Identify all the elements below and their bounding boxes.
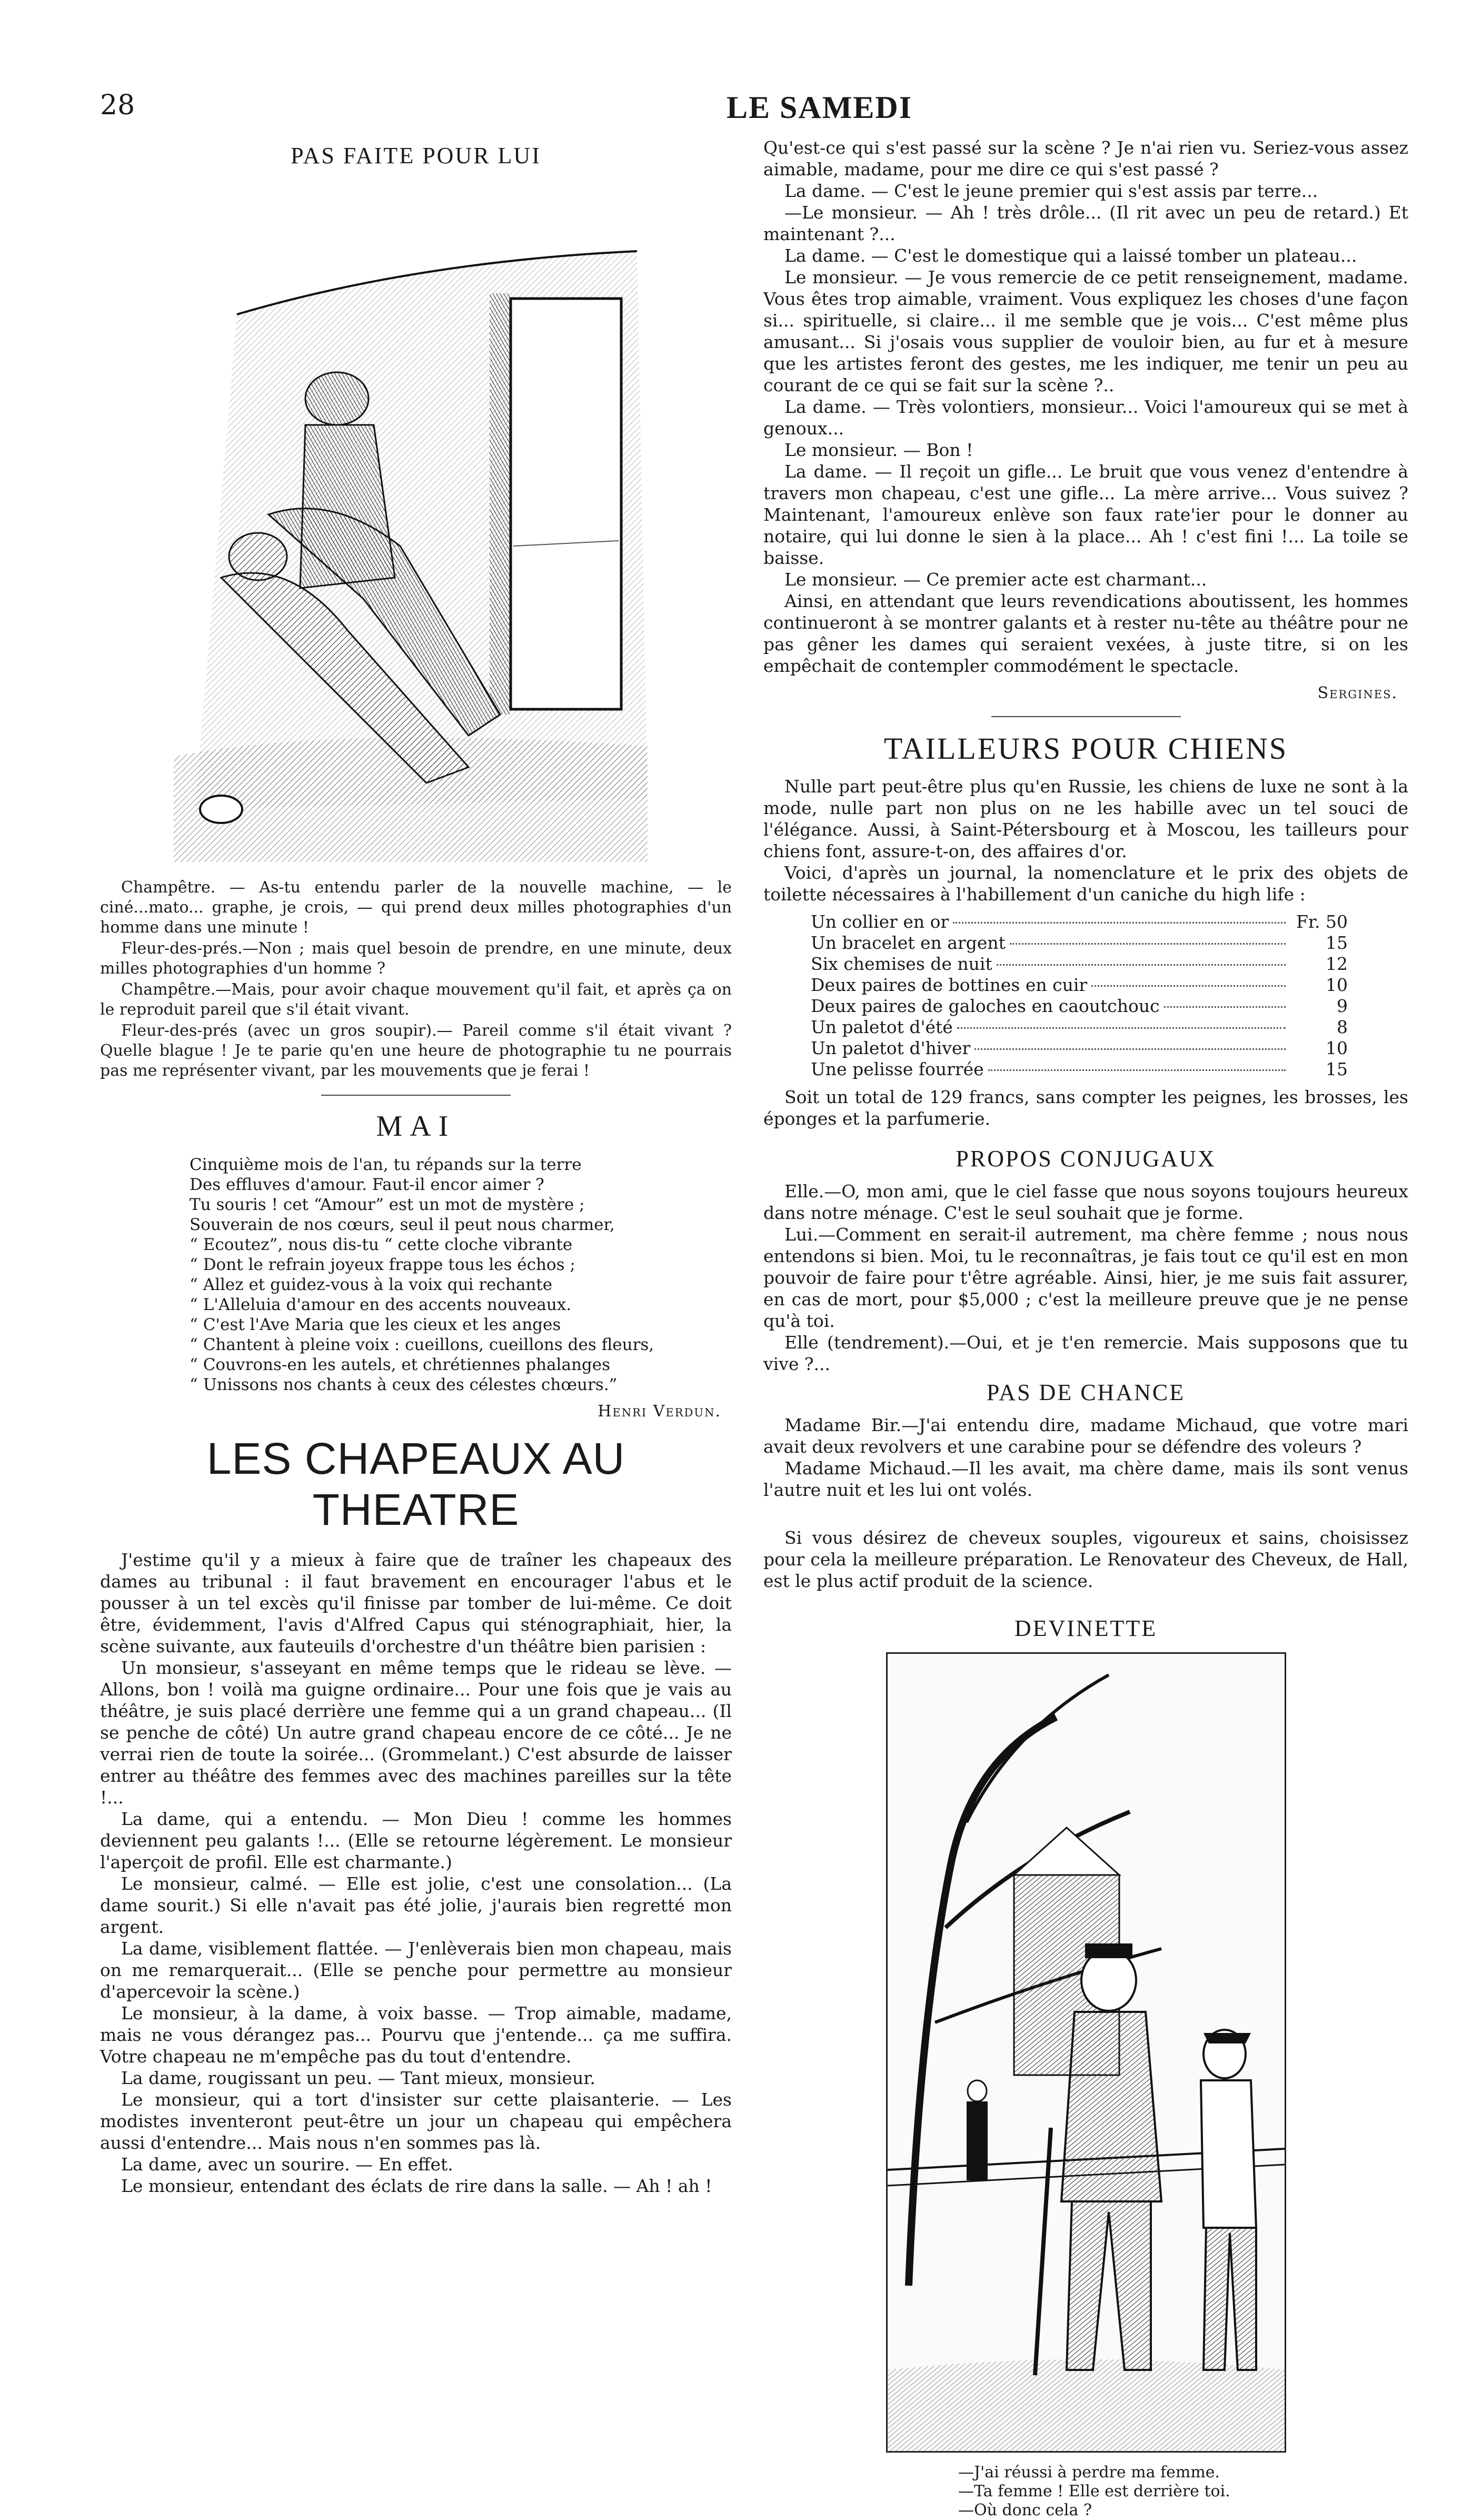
poem-signature: Henri Verdun. [598,1402,721,1421]
tailleurs-total [763,1086,1408,1129]
poem [100,1155,732,1395]
price-value: 8 [1337,1017,1348,1037]
paragraph: Ainsi, en attendant que leurs revendications aboutissent, les hommes continueront à se montrer galants et à rester nu-tête au théâtre pour ne pas gêner les dames qui seraient vexées, à juste titre, si on les empêchait de contempler commodément le spectacle. [763,591,1408,676]
leader-dots [988,1069,1286,1071]
price-list [811,911,1348,1080]
paragraph: Le monsieur, calmé. — Elle est jolie, c'est une consolation... (La dame sourit.) Si elle n'avait pas été jolie, j'aurais bien regretté mon argent. [100,1873,732,1937]
caption-line: Fleur-des-prés (avec un gros soupir).— Pareil comme s'il était vivant ? Quelle blague ! Je te parie qu'en une heure de photographie tu ne pourrais pas me représenter vivant, par les mouvements que je ferai ! [100,1021,732,1080]
price-row [811,1059,1348,1080]
price-value: 15 [1326,1059,1348,1079]
poem-line: “ L'Alleluia d'amour en des accents nouveaux. [190,1295,572,1314]
leader-dots [1164,1006,1286,1008]
paragraph: La dame, avec un sourire. — En effet. [121,2154,453,2175]
paragraph: Nulle part peut-être plus qu'en Russie, les chiens de luxe ne sont à la mode, nulle part non plus on ne les habille avec un tel souci de l'élégance. Aussi, à Saint-Pétersbourg et à Moscou, les tailleurs pour chiens font, assure-t-on, des affaires d'or. [763,776,1408,861]
poem-line: “ Unissons nos chants à ceux des célestes chœurs.” [190,1375,618,1394]
article-body-propos [763,1180,1408,1375]
paragraph: Qu'est-ce qui s'est passé sur la scène ? Je n'ai rien vu. Seriez-vous assez aimable, madame, pour me dire ce qui s'est passé ? [763,137,1408,180]
paragraph: Soit un total de 129 francs, sans compter les peignes, les brosses, les éponges et la parfumerie. [763,1087,1408,1129]
article-body-chapeaux-continued [763,137,1408,677]
price-item: Un bracelet en argent [811,932,1006,953]
caption-line: Fleur-des-prés.—Non ; mais quel besoin de prendre, en une minute, deux milles photographies d'un homme ? [100,939,732,978]
price-item: Un collier en or [811,911,949,932]
price-item: Six chemises de nuit [811,954,992,974]
riddle-drawing [888,1654,1285,2451]
leader-dots [953,922,1286,924]
riddle-caption-line: —J'ai réussi à perdre ma femme. [958,2463,1220,2482]
poem-line: “ Chantent à pleine voix : cueillons, cueillons des fleurs, [190,1335,654,1354]
paragraph: Le monsieur. — Bon ! [784,440,973,460]
poem-line: “ Ecoutez”, nous dis-tu “ cette cloche vibrante [190,1235,573,1254]
price-row [811,932,1348,954]
caption-line: Champêtre. — As-tu entendu parler de la nouvelle machine, — le ciné...mato... graphe, je crois, — qui prend deux milles photographies d'un homme dans une minute ! [100,878,732,937]
price-item: Une pelisse fourrée [811,1059,984,1079]
paragraph: Madame Bir.—J'ai entendu dire, madame Michaud, que votre mari avait deux revolvers et une carabine pour se défendre des voleurs ? [763,1415,1408,1457]
divider [321,1095,511,1096]
paragraph: La dame, qui a entendu. — Mon Dieu ! comme les hommes deviennent peu galants !... (Elle se retourne légèrement. Le monsieur l'aperçoit de profil. Elle est charmante.) [100,1809,732,1872]
paragraph: Si vous désirez de cheveux souples, vigoureux et sains, choisissez pour cela la meilleure préparation. Le Renovateur des Cheveux, de Hall, est le plus actif produit de la science. [763,1527,1408,1591]
paragraph: La dame, rougissant un peu. — Tant mieux, monsieur. [121,2068,595,2088]
caption-line: Champêtre.—Mais, pour avoir chaque mouvement qu'il fait, et après ça on le reproduit pareil que s'il était vivant. [100,980,732,1019]
article-body-chapeaux [100,1549,732,2197]
article-title-devinette: DEVINETTE [1014,1615,1158,1641]
paragraph: Madame Michaud.—Il les avait, ma chère dame, mais ils sont venus l'autre nuit et les lui ont volés. [763,1458,1408,1500]
article-body-tailleurs [763,776,1408,905]
price-value: 9 [1337,996,1348,1016]
riddle-caption-line: —Ta femme ! Elle est derrière toi. [958,2482,1230,2501]
paragraph: Voici, d'après un journal, la nomenclature et le prix des objets de toilette nécessaires à l'habillement d'un caniche du high life : [763,862,1408,905]
riddle-illustration [886,1652,1286,2453]
paragraph: Le monsieur, qui a tort d'insister sur cette plaisanterie. — Les modistes inventeront peut-être un jour un chapeau qui empêchera aussi d'entendre... Mais nous n'en sommes pas là. [100,2089,732,2153]
price-item: Un paletot d'hiver [811,1038,971,1058]
price-item: Deux paires de galoches en caoutchouc [811,996,1160,1016]
article-body-chance [763,1414,1408,1501]
price-item: Un paletot d'été [811,1017,953,1037]
poem-line: Des effluves d'amour. Faut-il encor aimer ? [190,1175,544,1194]
leader-dots [997,964,1286,966]
price-row [811,954,1348,975]
article-title-chance: PAS DE CHANCE [986,1380,1186,1405]
advertisement [763,1527,1408,1592]
paragraph: Le monsieur, entendant des éclats de rire dans la salle. — Ah ! ah ! [121,2176,712,2196]
paragraph: Le monsieur. — Je vous remercie de ce petit renseignement, madame. Vous êtes trop aimable, vraiment. Vous expliquez les choses d'une façon si... spirituelle, si claire... il me semble que je vois... C'est même plus amusant... Si j'osais vous supplier de vouloir bien, au fur et à mesure que les artistes feront des gestes, me les indiquer, me tenir un peu au courant de ce qui se fait sur la scène ?.. [763,267,1408,395]
paragraph: La dame. — Il reçoit un gifle... Le bruit que vous venez d'entendre à travers mon chapeau, c'est une gifle... La mère arrive... Vous suivez ? Maintenant, l'amoureux enlève son faux rate'ier pour le donner au notaire, qui lui donne le sien à la place... Ah ! c'est fini !... La toile se baisse. [763,461,1408,568]
poem-line: Souverain de nos cœurs, seul il peut nous charmer, [190,1215,615,1234]
tramps-drawing [174,177,658,862]
poem-title: MAI [376,1110,456,1143]
paragraph: La dame, visiblement flattée. — J'enlèverais bien mon chapeau, mais on me remarquerait... (Elle se penche pour permettre au monsieur d'apercevoir la scène.) [100,1938,732,2002]
price-row [811,996,1348,1017]
poem-line: “ Dont le refrain joyeux frappe tous les échos ; [190,1255,575,1274]
illustration-caption [100,878,732,1081]
price-value: 15 [1326,932,1348,953]
left-column [100,137,732,2196]
paragraph: —Le monsieur. — Ah ! très drôle... (Il rit avec un peu de retard.) Et maintenant ?... [763,202,1408,244]
paragraph: La dame. — Très volontiers, monsieur... Voici l'amoureux qui se met à genoux... [763,396,1408,439]
poem-line: “ Allez et guidez-vous à la voix qui rechante [190,1275,553,1294]
paragraph: Elle.—O, mon ami, que le ciel fasse que nous soyons toujours heureux dans notre ménage. C'est le seul souhait que je forme. [763,1181,1408,1223]
riddle-caption-line: —Où donc cela ? [958,2501,1092,2519]
paragraph: Lui.—Comment en serait-il autrement, ma chère femme ; nous nous entendons si bien. Moi, tu le reconnaîtras, je fais tout ce qu'il est en mon pouvoir de faire pour t'être agréable. Ainsi, hier, je me suis fait assurer, en cas de mort, pour $5,000 ; c'est la meilleure preuve que je ne pense qu'à toi. [763,1224,1408,1331]
price-row [811,975,1348,996]
page-header [100,90,1406,132]
illustration-title: PAS FAITE POUR LUI [291,143,541,168]
engraving-tramps-illustration [174,177,658,862]
right-column [763,137,1408,2519]
leader-dots [1091,985,1286,987]
paragraph: Elle (tendrement).—Oui, et je t'en remercie. Mais supposons que tu vive ?... [763,1332,1408,1374]
price-row [811,1038,1348,1059]
price-item: Deux paires de bottines en cuir [811,975,1088,995]
article-title-chapeaux: LES CHAPEAUX AU THEATRE [206,1434,625,1534]
poem-line: “ C'est l'Ave Maria que les cieux et les anges [190,1315,561,1334]
masthead: LE SAMEDI [727,90,913,125]
price-row [811,1017,1348,1038]
paragraph: La dame. — C'est le domestique qui a laissé tomber un plateau... [784,245,1357,266]
leader-dots [957,1027,1286,1029]
poem-line: “ Couvrons-en les autels, et chrétiennes phalanges [190,1355,611,1374]
article-title-propos: PROPOS CONJUGAUX [956,1146,1216,1172]
paragraph: Un monsieur, s'asseyant en même temps que le rideau se lève. — Allons, bon ! voilà ma guigne ordinaire... Pour une fois que je vais au théâtre, je suis placé derrière une femme qui a un grand chapeau... (Il se penche de côté) Un autre grand chapeau encore de ce côté... Je ne verrai rien de toute la soirée... (Grommelant.) C'est absurde de laisser entrer au théâtre des femmes avec des machines pareilles sur la tête !... [100,1658,732,1808]
article-signature: Sergines. [1317,684,1398,702]
price-value: Fr. 50 [1296,911,1348,932]
poem-line: Tu souris ! cet “Amour” est un mot de mystère ; [190,1195,585,1214]
divider [991,716,1181,717]
price-value: 10 [1326,975,1348,995]
paragraph: Le monsieur, à la dame, à voix basse. — Trop aimable, madame, mais ne vous dérangez pas... Pourvu que j'entende... ça me suffira. Votre chapeau ne m'empêche pas du tout d'entendre. [100,2003,732,2067]
price-value: 10 [1326,1038,1348,1058]
leader-dots [974,1048,1286,1050]
riddle-caption [958,2463,1408,2520]
leader-dots [1010,943,1286,945]
price-row [811,911,1348,932]
paragraph: La dame. — C'est le jeune premier qui s'est assis par terre... [784,181,1318,201]
paragraph: Le monsieur. — Ce premier acte est charmant... [784,569,1207,590]
article-title-tailleurs: TAILLEURS POUR CHIENS [883,731,1288,766]
paragraph: J'estime qu'il y a mieux à faire que de traîner les chapeaux des dames au tribunal : il faut bravement en encourager l'abus et le pousser à un tel excès qu'il finisse par tomber de lui-même. Ce doit être, évidemment, l'avis d'Alfred Capus qui sténographiait, hier, la scène suivante, aux fauteuils d'orchestre d'un théâtre bien parisien : [100,1550,732,1656]
poem-line: Cinquième mois de l'an, tu répands sur la terre [190,1155,582,1174]
page-number: 28 [100,90,135,121]
price-value: 12 [1326,954,1348,974]
